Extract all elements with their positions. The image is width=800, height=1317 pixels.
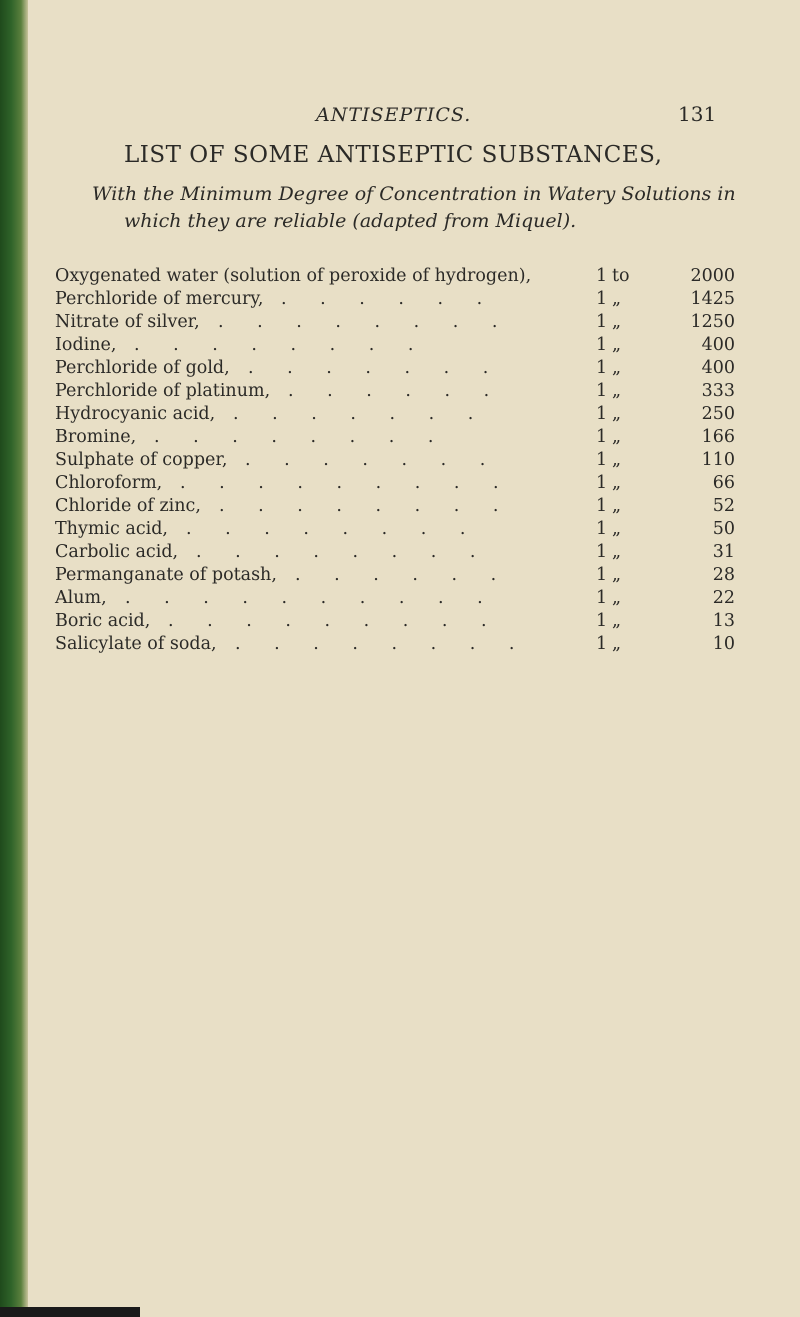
ratio-denominator: 333 bbox=[701, 381, 735, 401]
table-row bbox=[55, 610, 735, 633]
table-row bbox=[55, 472, 735, 495]
table-row bbox=[55, 541, 735, 564]
ratio-separator: „ bbox=[612, 496, 622, 516]
ratio-denominator: 400 bbox=[701, 335, 735, 355]
ratio-denominator: 250 bbox=[701, 404, 735, 424]
ratio-numerator: 1 bbox=[596, 634, 608, 654]
ratio-numerator: 1 bbox=[596, 496, 608, 516]
ratio-numerator: 1 bbox=[596, 473, 608, 493]
substance-name: Alum, bbox=[55, 588, 107, 608]
substance-name: Chloride of zinc, bbox=[55, 496, 201, 516]
ratio-numerator: 1 bbox=[596, 611, 608, 631]
ratio-separator: „ bbox=[612, 289, 622, 309]
ratio-denominator: 31 bbox=[712, 542, 735, 562]
substance-name: Iodine, bbox=[55, 335, 117, 355]
ratio-separator: „ bbox=[612, 312, 622, 332]
ratio-numerator: 1 bbox=[596, 266, 608, 286]
ratio-numerator: 1 bbox=[596, 381, 608, 401]
dot-leader: . . . . . . . . bbox=[219, 496, 513, 516]
ratio-denominator: 400 bbox=[701, 358, 735, 378]
ratio-denominator: 2000 bbox=[690, 266, 735, 286]
ratio-separator: „ bbox=[612, 404, 622, 424]
ratio-denominator: 66 bbox=[712, 473, 735, 493]
ratio-separator: „ bbox=[612, 473, 622, 493]
ratio-separator: „ bbox=[612, 427, 622, 447]
page-number: 131 bbox=[678, 102, 717, 126]
ratio-separator: „ bbox=[612, 634, 622, 654]
ratio-numerator: 1 bbox=[596, 542, 608, 562]
table-row bbox=[55, 357, 735, 380]
dot-leader: . . . . . . . . bbox=[218, 312, 512, 332]
ratio-numerator: 1 bbox=[596, 427, 608, 447]
dot-leader: . . . . . . . bbox=[233, 404, 488, 424]
ratio-numerator: 1 bbox=[596, 358, 608, 378]
ratio-separator: „ bbox=[612, 450, 622, 470]
ratio-separator: „ bbox=[612, 381, 622, 401]
dot-leader: . . . . . . . . bbox=[235, 634, 529, 654]
ratio-denominator: 22 bbox=[712, 588, 735, 608]
substance-name: Hydrocyanic acid, bbox=[55, 404, 216, 424]
dot-leader: . . . . . . . . bbox=[196, 542, 490, 562]
table-row bbox=[55, 633, 735, 656]
ratio-separator: „ bbox=[612, 335, 622, 355]
ratio-separator: „ bbox=[612, 565, 622, 585]
ratio-denominator: 52 bbox=[712, 496, 735, 516]
ratio-denominator: 10 bbox=[712, 634, 735, 654]
substance-name: Perchloride of gold, bbox=[55, 358, 230, 378]
ratio-numerator: 1 bbox=[596, 404, 608, 424]
ratio-denominator: 1250 bbox=[690, 312, 735, 332]
table-row bbox=[55, 311, 735, 334]
dot-leader: . . . . . . . . . . bbox=[125, 588, 497, 608]
ratio-numerator: 1 bbox=[596, 312, 608, 332]
table-row bbox=[55, 518, 735, 541]
dot-leader: . . . . . . . . bbox=[186, 519, 480, 539]
ratio-denominator: 1425 bbox=[690, 289, 735, 309]
ratio-denominator: 13 bbox=[712, 611, 735, 631]
table-row bbox=[55, 564, 735, 587]
ratio-denominator: 110 bbox=[701, 450, 735, 470]
substance-name: Salicylate of soda, bbox=[55, 634, 217, 654]
ratio-separator: „ bbox=[612, 588, 622, 608]
table-row bbox=[55, 380, 735, 403]
book-spine-edge bbox=[0, 0, 28, 1317]
ratio-numerator: 1 bbox=[596, 565, 608, 585]
substance-name: Permanganate of potash, bbox=[55, 565, 277, 585]
substance-name: Bromine, bbox=[55, 427, 137, 447]
substance-name: Chloroform, bbox=[55, 473, 163, 493]
substance-name: Nitrate of silver, bbox=[55, 312, 200, 332]
dot-leader: . . . . . . . . . bbox=[180, 473, 513, 493]
table-row bbox=[55, 449, 735, 472]
substance-name: Sulphate of copper, bbox=[55, 450, 228, 470]
ratio-separator: „ bbox=[612, 542, 622, 562]
ratio-numerator: 1 bbox=[596, 588, 608, 608]
ratio-numerator: 1 bbox=[596, 289, 608, 309]
dot-leader: . . . . . . bbox=[288, 381, 504, 401]
subtitle-line-1: With the Minimum Degree of Concentration in Watery Solutions in bbox=[92, 183, 736, 205]
substance-name: Perchloride of mercury, bbox=[55, 289, 264, 309]
dot-leader: . . . . . . . . . bbox=[168, 611, 501, 631]
ratio-separator: „ bbox=[612, 358, 622, 378]
book-page bbox=[40, 0, 800, 1317]
ratio-numerator: 1 bbox=[596, 335, 608, 355]
substance-name: Carbolic acid, bbox=[55, 542, 179, 562]
ratio-separator: to bbox=[612, 266, 630, 286]
table-row bbox=[55, 334, 735, 357]
subtitle bbox=[92, 181, 752, 235]
substance-name: Perchloride of platinum, bbox=[55, 381, 271, 401]
dot-leader: . . . . . . bbox=[281, 289, 497, 309]
substance-name: Thymic acid, bbox=[55, 519, 168, 539]
antiseptic-table bbox=[55, 265, 735, 656]
dot-leader: . . . . . . . . bbox=[154, 427, 448, 447]
table-row bbox=[55, 495, 735, 518]
ratio-numerator: 1 bbox=[596, 519, 608, 539]
substance-name: Boric acid, bbox=[55, 611, 151, 631]
subtitle-line-2: which they are reliable (adapted from Miquel). bbox=[124, 210, 577, 232]
page-title: LIST OF SOME ANTISEPTIC SUBSTANCES, bbox=[124, 142, 663, 168]
dot-leader: . . . . . . . bbox=[248, 358, 503, 378]
table-row bbox=[55, 426, 735, 449]
table-row bbox=[55, 403, 735, 426]
ratio-separator: „ bbox=[612, 611, 622, 631]
dot-leader: . . . . . . . bbox=[245, 450, 500, 470]
table-row bbox=[55, 587, 735, 610]
substance-name: Oxygenated water (solution of peroxide of hydrogen), bbox=[55, 266, 532, 286]
dot-leader: . . . . . . bbox=[295, 565, 511, 585]
table-row bbox=[55, 265, 735, 288]
running-title: ANTISEPTICS. bbox=[316, 104, 472, 126]
ratio-denominator: 28 bbox=[712, 565, 735, 585]
ratio-denominator: 166 bbox=[701, 427, 735, 447]
ratio-numerator: 1 bbox=[596, 450, 608, 470]
ratio-denominator: 50 bbox=[712, 519, 735, 539]
table-row bbox=[55, 288, 735, 311]
dot-leader: . . . . . . . . bbox=[134, 335, 428, 355]
ratio-separator: „ bbox=[612, 519, 622, 539]
